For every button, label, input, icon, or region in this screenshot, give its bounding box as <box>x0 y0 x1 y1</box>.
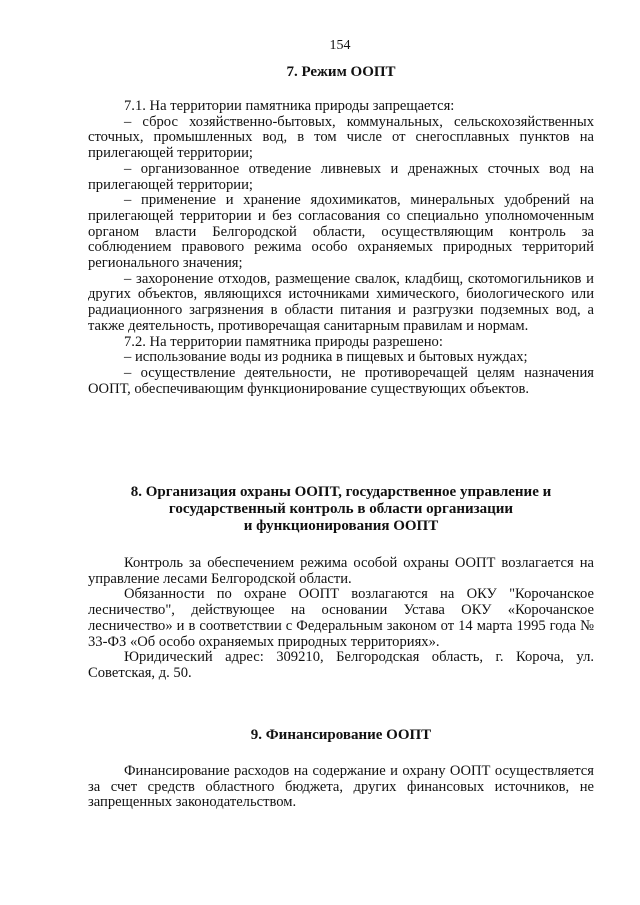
section-9-para-1: Финансирование расходов на содержание и охрану ООПТ осуществляется за счет средств областного бюджета, других финансовых источников, не запрещенных законодательством. <box>88 763 594 811</box>
section-7-item-6: – осуществление деятельности, не противоречащей целям назначения ООПТ, обеспечивающим функционирование существующих объектов. <box>88 364 594 397</box>
section-8-title <box>88 484 594 535</box>
section-7-item-3: – применение и хранение ядохимикатов, минеральных удобрений на прилегающей территории и без согласования со специально уполномоченным органом власти Белгородской области, осуществляющим контроль за соблюдением правового режима особо охраняемых природных территорий регионального значения; <box>88 192 594 272</box>
section-9-title: 9. Финансирование ООПТ <box>250 727 432 743</box>
section-7-item-2: – организованное отведение ливневых и дренажных сточных вод на прилегающей территории; <box>88 160 594 193</box>
section-9-body <box>88 764 594 811</box>
page-number: 154 <box>329 38 351 53</box>
section-7-para-2: 7.2. На территории памятника природы разрешено: <box>124 333 443 350</box>
section-7-item-4: – захоронение отходов, размещение свалок, кладбищ, скотомогильников и других объектов, являющихся источниками химического, биологического или радиационного загрязнения в области питания и разгрузки подземных вод, а также деятельность, противоречащая санитарным правилам и нормам. <box>88 270 594 334</box>
section-8-para-3: Юридический адрес: 309210, Белгородская область, г. Короча, ул. Советская, д. 50. <box>88 649 594 681</box>
section-7-item-5: – использование воды из родника в пищевых и бытовых нуждах; <box>124 349 528 366</box>
section-8-title-line-1: 8. Организация охраны ООПТ, государственное управление и <box>130 484 552 500</box>
section-8-para-2: Обязанности по охране ООПТ возлагаются на ОКУ "Корочанское лесничество", действующее на основании Устава ОКУ «Корочанское лесничество» и в соответствии с Федеральным законом от 14 марта 1995 года № 33-ФЗ «Об особо охраняемых природных территориях». <box>88 586 594 650</box>
section-8-title-line-3: и функционирования ООПТ <box>243 518 439 534</box>
section-7-para-1: 7.1. На территории памятника природы запрещается: <box>124 98 455 114</box>
section-7-body <box>88 99 594 397</box>
section-8-para-1: Контроль за обеспечением режима особой охраны ООПТ возлагается на управление лесами Белгородской области. <box>88 555 594 587</box>
section-7-item-1: – сброс хозяйственно-бытовых, коммунальных, сельскохозяйственных сточных, промышленных вод, в том числе от снегосплавных пунктов на прилегающей территории; <box>88 113 594 162</box>
section-8-body <box>88 556 594 682</box>
section-8-title-line-2: государственный контроль в области организации <box>168 501 514 517</box>
section-7-title: 7. Режим ООПТ <box>286 64 396 80</box>
